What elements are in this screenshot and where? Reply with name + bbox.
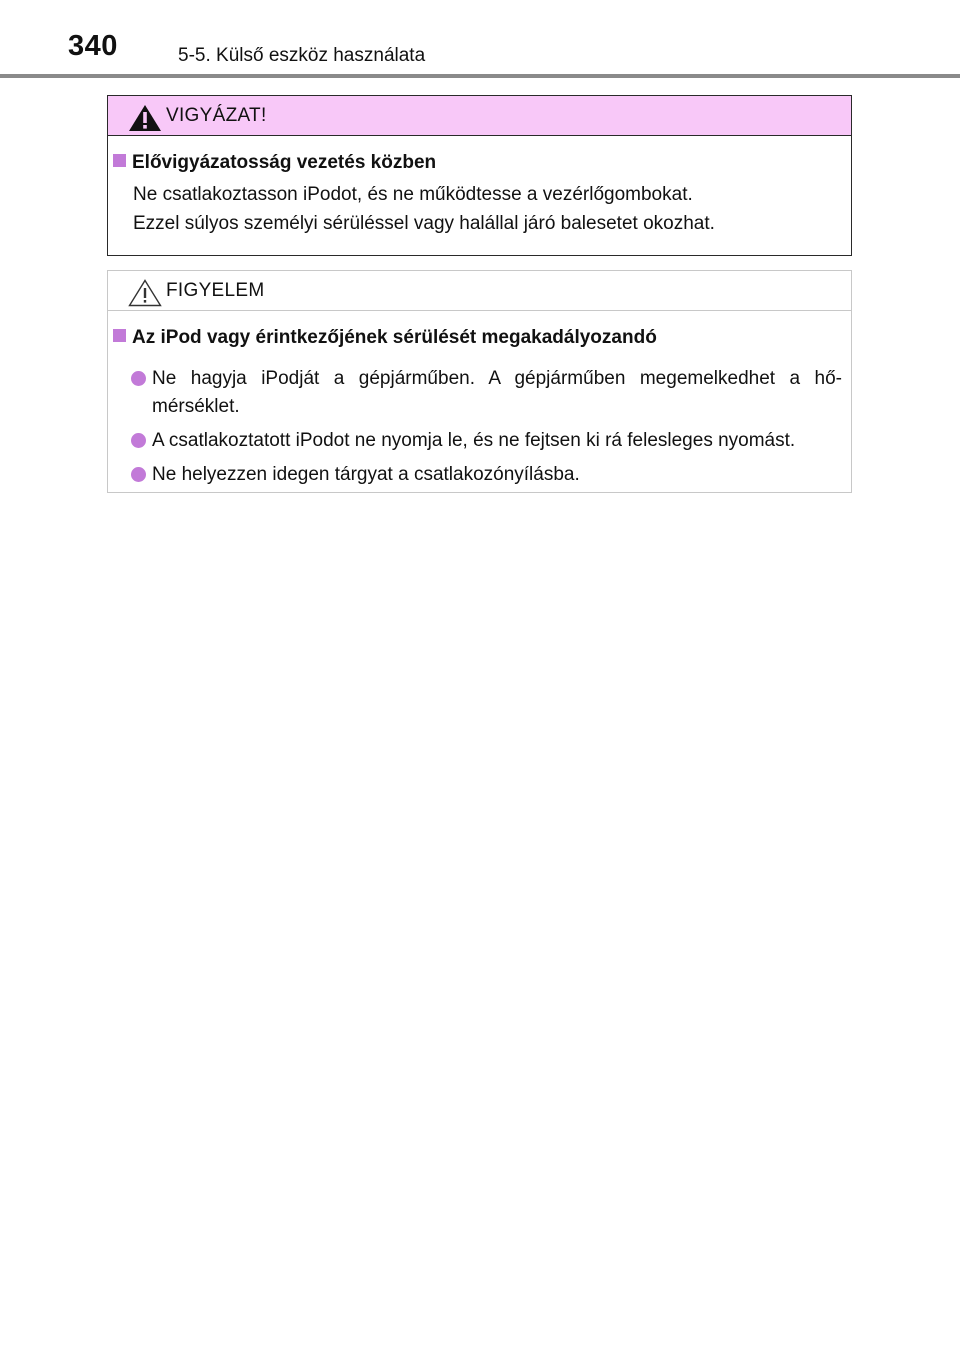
caution-subheading — [113, 152, 436, 174]
caution-subheading-text: Elővigyázatosság vezetés közben — [132, 152, 437, 173]
list-item — [130, 427, 842, 455]
circle-bullet-icon — [131, 371, 146, 386]
notice-header — [108, 271, 851, 311]
warning-triangle-outline-icon — [128, 279, 162, 307]
notice-box — [107, 270, 852, 493]
caution-title: VIGYÁZAT! — [166, 105, 267, 126]
square-icon — [113, 329, 126, 342]
page-header — [0, 0, 960, 80]
caution-header — [108, 96, 851, 136]
section-title: 5-5. Külső eszköz használata — [178, 45, 426, 66]
notice-subheading-text: Az iPod vagy érintkezőjének sérülését megakadályozandó — [132, 327, 657, 348]
list-item-text: Ne helyezzen idegen tárgyat a csatlakozónyílásba. — [152, 464, 580, 485]
caution-line: Ezzel súlyos személyi sérüléssel vagy halállal járó balesetet okozhat. — [133, 213, 715, 234]
notice-bullet-list — [130, 365, 842, 495]
header-rule — [0, 74, 960, 78]
list-item — [130, 365, 842, 421]
square-icon — [113, 154, 126, 167]
list-item-text: Ne hagyja iPodját a gépjárműben. A gépjárműben megemelkedhet a hő-mérséklet. — [152, 368, 842, 417]
page-number: 340 — [68, 30, 118, 62]
notice-title: FIGYELEM — [166, 280, 265, 301]
list-item-text: A csatlakoztatott iPodot ne nyomja le, és ne fejtsen ki rá felesleges nyomást. — [152, 430, 796, 451]
caution-paragraph — [133, 180, 833, 238]
circle-bullet-icon — [131, 467, 146, 482]
caution-line: Ne csatlakoztasson iPodot, és ne működtesse a vezérlőgombokat. — [133, 184, 693, 205]
warning-triangle-filled-icon — [128, 104, 162, 132]
notice-subheading — [113, 327, 657, 349]
list-item — [130, 461, 842, 489]
caution-box — [107, 95, 852, 256]
circle-bullet-icon — [131, 433, 146, 448]
